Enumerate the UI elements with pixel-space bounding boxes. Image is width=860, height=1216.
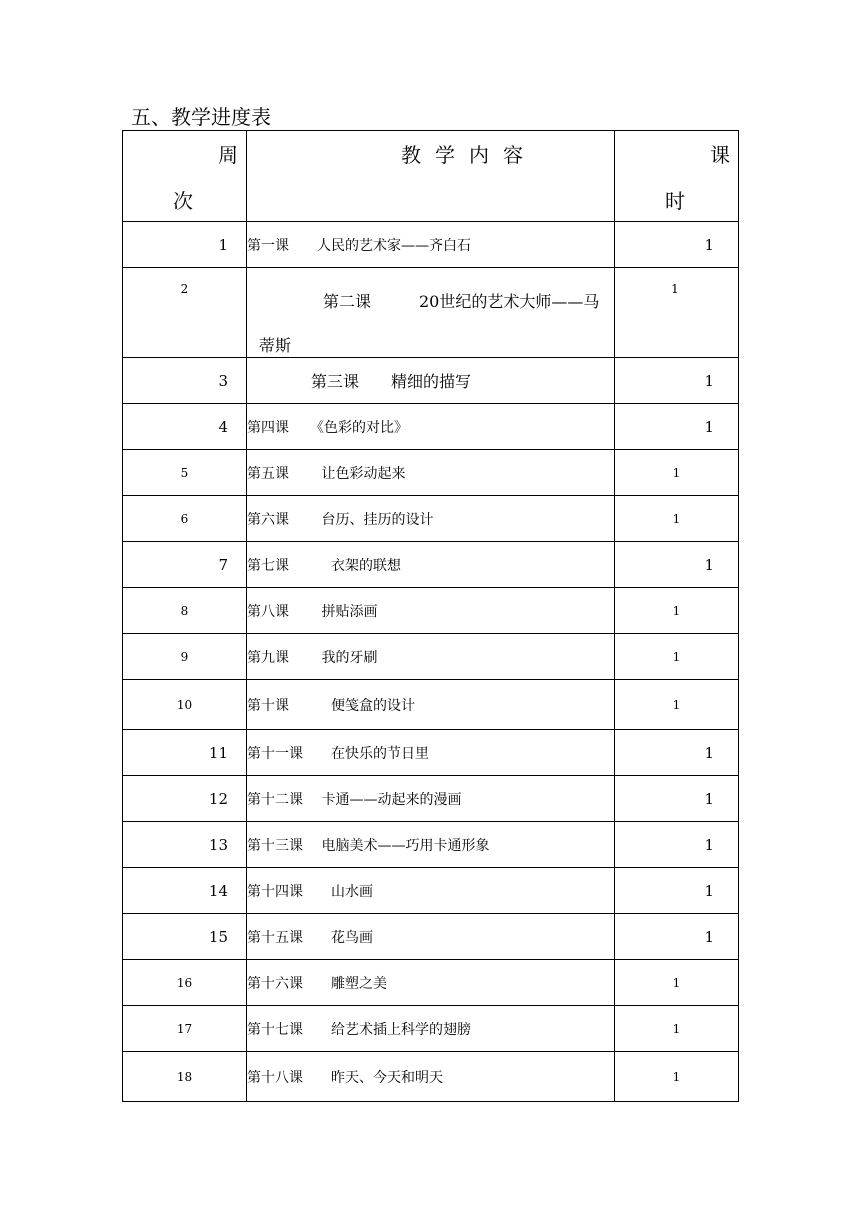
table-row [123,1006,739,1052]
week-cell: 17 [123,1006,247,1052]
table-row [123,634,739,680]
content-cell: 第九课 我的牙刷 [247,634,615,680]
header-hours-cell [615,131,739,222]
table-row [123,730,739,776]
table-row [123,776,739,822]
content-value: 第二课 20世纪的艺术大师——马蒂斯 [259,292,600,355]
content-cell: 第十一课 在快乐的节日里 [247,730,615,776]
hours-cell: 1 [615,680,739,730]
header-content-cell [247,131,615,222]
week-cell: 7 [123,542,247,588]
week-cell: 11 [123,730,247,776]
week-cell: 3 [123,358,247,404]
week-cell: 14 [123,868,247,914]
hours-cell: 1 [615,542,739,588]
hours-cell: 1 [615,634,739,680]
table-header-row [123,131,739,222]
table-row [123,960,739,1006]
week-cell: 1 [123,222,247,268]
week-cell: 12 [123,776,247,822]
week-cell: 5 [123,450,247,496]
table-row [123,542,739,588]
content-cell: 第四课 《色彩的对比》 [247,404,615,450]
table-row [123,450,739,496]
section-heading: 五、教学进度表 [131,105,271,129]
week-cell: 13 [123,822,247,868]
table-row [123,404,739,450]
header-hours-char1: 课 [710,143,730,167]
header-content-label: 教学内容 [401,143,537,167]
week-cell [123,268,247,358]
hours-cell: 1 [615,450,739,496]
week-cell: 9 [123,634,247,680]
hours-cell: 1 [615,914,739,960]
table-row [123,868,739,914]
content-cell [247,268,615,358]
hours-cell: 1 [615,822,739,868]
content-cell: 第一课 人民的艺术家——齐白石 [247,222,615,268]
week-value: 2 [180,282,189,296]
hours-cell: 1 [615,868,739,914]
content-cell: 第十课 便笺盒的设计 [247,680,615,730]
hours-cell: 1 [615,496,739,542]
content-cell: 第十七课 给艺术插上科学的翅膀 [247,1006,615,1052]
hours-cell: 1 [615,1052,739,1102]
content-cell: 第十二课 卡通——动起来的漫画 [247,776,615,822]
hours-cell: 1 [615,588,739,634]
hours-cell: 1 [615,1006,739,1052]
content-cell: 第六课 台历、挂历的设计 [247,496,615,542]
hours-cell: 1 [615,730,739,776]
week-cell: 8 [123,588,247,634]
content-cell: 第三课 精细的描写 [247,358,615,404]
header-hours-char2: 时 [665,189,685,213]
hours-cell: 1 [615,960,739,1006]
week-cell: 4 [123,404,247,450]
week-cell: 10 [123,680,247,730]
content-cell: 第十八课 昨天、今天和明天 [247,1052,615,1102]
table-row [123,914,739,960]
table-row [123,680,739,730]
header-week-cell [123,131,247,222]
content-cell: 第十六课 雕塑之美 [247,960,615,1006]
hours-value: 1 [671,282,679,296]
table-row [123,358,739,404]
table-row [123,268,739,358]
week-cell: 6 [123,496,247,542]
hours-cell: 1 [615,222,739,268]
table-row [123,496,739,542]
week-cell: 18 [123,1052,247,1102]
hours-cell: 1 [615,776,739,822]
table-row [123,588,739,634]
week-cell: 16 [123,960,247,1006]
schedule-table [122,130,739,1102]
header-week-char2: 次 [173,189,193,213]
content-cell: 第十四课 山水画 [247,868,615,914]
hours-cell [615,268,739,358]
content-cell: 第十五课 花鸟画 [247,914,615,960]
hours-cell: 1 [615,358,739,404]
header-week-char1: 周 [218,143,238,167]
table-row [123,1052,739,1102]
table-row [123,822,739,868]
hours-cell: 1 [615,404,739,450]
content-cell: 第十三课 电脑美术——巧用卡通形象 [247,822,615,868]
content-cell: 第八课 拼贴添画 [247,588,615,634]
content-cell: 第五课 让色彩动起来 [247,450,615,496]
table-row [123,222,739,268]
content-cell: 第七课 衣架的联想 [247,542,615,588]
week-cell: 15 [123,914,247,960]
